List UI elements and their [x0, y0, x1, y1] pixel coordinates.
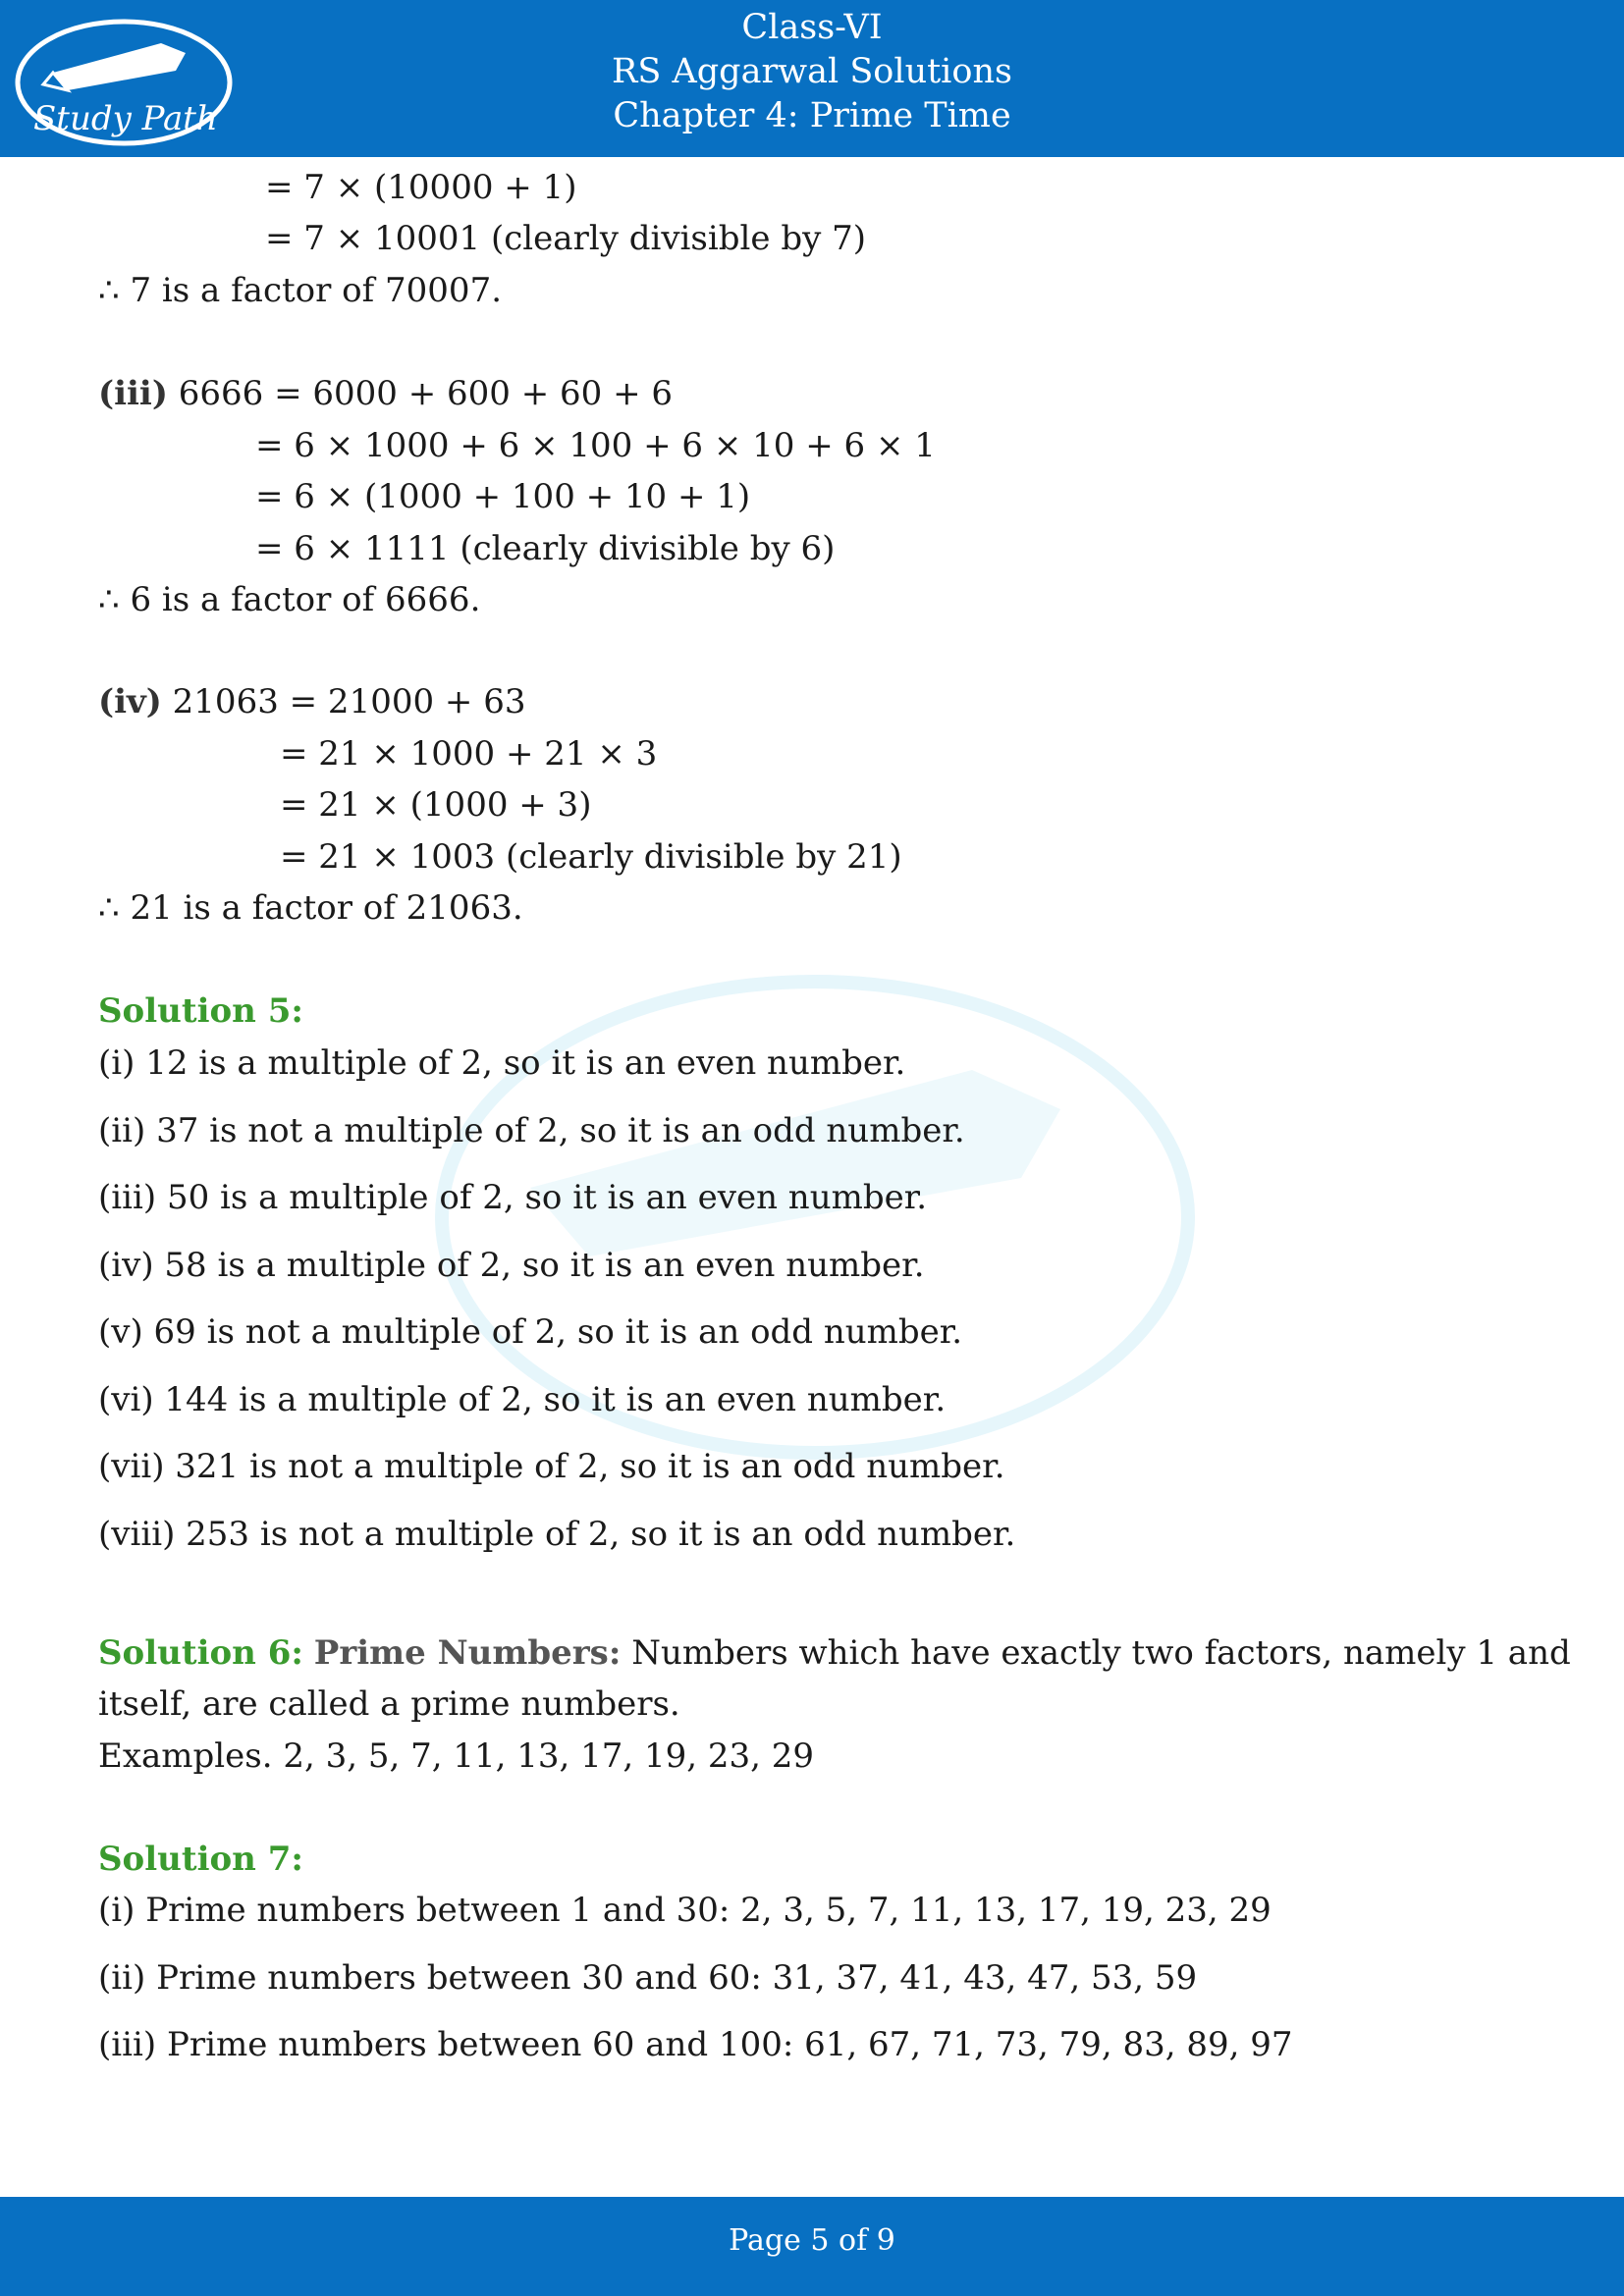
list-item: (iii) 50 is a multiple of 2, so it is an even number. — [98, 1178, 928, 1217]
list-item: (i) 12 is a multiple of 2, so it is an even number. — [98, 1043, 906, 1083]
logo-text: Study Path — [33, 99, 218, 138]
list-item: (i) Prime numbers between 1 and 30: 2, 3, 5, 7, 11, 13, 17, 19, 23, 29 — [98, 1891, 1272, 1930]
book-title: RS Aggarwal Solutions — [612, 52, 1012, 91]
chapter-title: Chapter 4: Prime Time — [613, 96, 1011, 135]
study-path-logo — [14, 14, 240, 151]
list-item: (ii) Prime numbers between 30 and 60: 31, 37, 41, 43, 47, 53, 59 — [98, 1958, 1198, 1998]
list-item: (vii) 321 is not a multiple of 2, so it is an odd number. — [98, 1447, 1005, 1486]
conclusion-line: ∴ 21 is a factor of 21063. — [98, 888, 523, 928]
solution-5-title: Solution 5: — [98, 991, 303, 1031]
math-line: = 21 × 1003 (clearly divisible by 21) — [280, 837, 902, 877]
math-line: = 6 × 1000 + 6 × 100 + 6 × 10 + 6 × 1 — [255, 426, 936, 465]
math-line: = 7 × (10000 + 1) — [265, 168, 577, 207]
class-label: Class-VI — [741, 8, 883, 47]
definition-term: Prime Numbers: — [313, 1633, 622, 1673]
list-item: (vi) 144 is a multiple of 2, so it is an even number. — [98, 1380, 947, 1419]
math-line: = 6 × (1000 + 100 + 10 + 1) — [255, 477, 751, 516]
solution-6-title: Solution 6: — [98, 1633, 303, 1673]
list-item: (viii) 253 is not a multiple of 2, so it is an odd number. — [98, 1515, 1016, 1554]
examples-line: Examples. 2, 3, 5, 7, 11, 13, 17, 19, 23, 29 — [98, 1736, 814, 1776]
header-titles — [517, 6, 1107, 138]
list-item: (ii) 37 is not a multiple of 2, so it is an odd number. — [98, 1111, 965, 1150]
math-line: = 21 × (1000 + 3) — [280, 785, 592, 825]
part-label: (iii) — [98, 374, 168, 413]
math-line: 21063 = 21000 + 63 — [172, 682, 526, 721]
solution-6-line — [98, 1633, 1571, 1673]
conclusion-line: ∴ 7 is a factor of 70007. — [98, 271, 503, 310]
part-iv-first-line — [98, 682, 525, 721]
conclusion-line: ∴ 6 is a factor of 6666. — [98, 580, 481, 619]
page-header — [0, 0, 1624, 157]
math-line: = 6 × 1111 (clearly divisible by 6) — [255, 529, 836, 568]
list-item: (v) 69 is not a multiple of 2, so it is an odd number. — [98, 1312, 963, 1352]
math-line: = 21 × 1000 + 21 × 3 — [280, 734, 658, 774]
part-iii-first-line — [98, 374, 673, 413]
math-line: = 7 × 10001 (clearly divisible by 7) — [265, 219, 866, 258]
page-number: Page 5 of 9 — [729, 2223, 895, 2258]
part-label: (iv) — [98, 682, 162, 721]
definition-text: Numbers which have exactly two factors, namely 1 and — [631, 1633, 1571, 1673]
definition-text: itself, are called a prime numbers. — [98, 1684, 680, 1724]
solution-7-title: Solution 7: — [98, 1840, 303, 1879]
math-line: 6666 = 6000 + 600 + 60 + 6 — [178, 374, 673, 413]
list-item: (iv) 58 is a multiple of 2, so it is an even number. — [98, 1246, 925, 1285]
list-item: (iii) Prime numbers between 60 and 100: 61, 67, 71, 73, 79, 83, 89, 97 — [98, 2025, 1293, 2064]
